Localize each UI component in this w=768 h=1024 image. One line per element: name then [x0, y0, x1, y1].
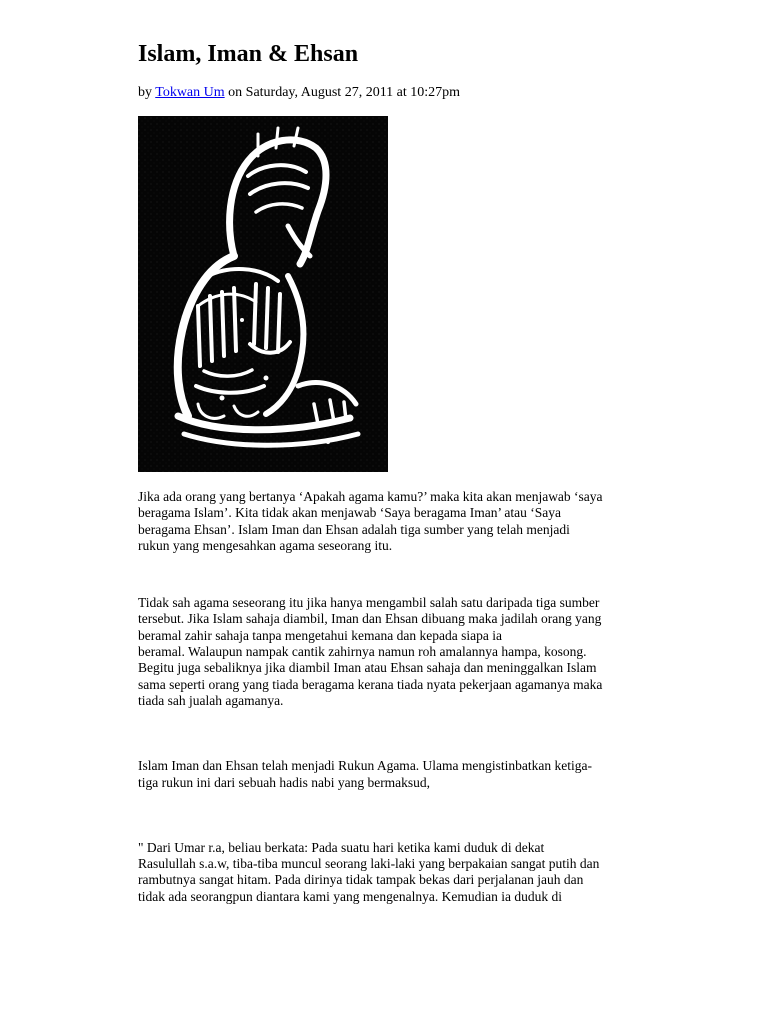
paragraph-2 [138, 595, 638, 709]
article [138, 40, 638, 905]
paragraph-line: " Dari Umar r.a, beliau berkata: Pada suatu hari ketika kami duduk di dekat [138, 839, 545, 855]
paragraph-line: Islam Iman dan Ehsan telah menjadi Rukun Agama. Ulama mengistinbatkan ketiga- [138, 758, 593, 774]
paragraph-line: beragama Islam’. Kita tidak akan menjawab ‘Saya beragama Iman’ atau ‘Saya [138, 505, 561, 521]
paragraph-line: tersebut. Jika Islam sahaja diambil, Iman dan Ehsan dibuang maka jadilah orang yang [138, 611, 602, 627]
byline-date: on Saturday, August 27, 2011 at 10:27pm [224, 85, 461, 100]
byline-prefix: by [138, 85, 156, 100]
paragraph-3 [138, 758, 638, 791]
paragraph-4 [138, 840, 638, 905]
paragraph-line: tiga rukun ini dari sebuah hadis nabi yang bermaksud, [138, 774, 431, 790]
author-link[interactable]: Tokwan Um [155, 85, 225, 100]
paragraph-line: beramal zahir sahaja tanpa mengetahui kemana dan kepada siapa ia [138, 627, 502, 643]
calligraphy-image [138, 116, 388, 472]
paragraph-line: Begitu juga sebaliknya jika diambil Iman atau Ehsan sahaja dan meninggalkan Islam [138, 660, 597, 676]
paragraph-line: Rasulullah s.a.w, tiba-tiba muncul seorang laki-laki yang berpakaian sangat putih dan [138, 856, 600, 872]
paragraph-line: tiada sah jualah agamanya. [138, 692, 284, 708]
paragraph-line: tidak ada seorangpun diantara kami yang mengenalnya. Kemudian ia duduk di [138, 888, 562, 904]
paragraph-line: rukun yang mengesahkan agama seseorang itu. [138, 537, 393, 553]
paragraph-line: beramal. Walaupun nampak cantik zahirnya namun roh amalannya hampa, kosong. [138, 644, 587, 660]
paragraph-line: Tidak sah agama seseorang itu jika hanya mengambil salah satu daripada tiga sumber [138, 595, 600, 611]
paragraph-1 [138, 489, 638, 554]
paragraph-line: sama seperti orang yang tiada beragama kerana tiada nyata pekerjaan agamanya maka [138, 676, 603, 692]
byline [138, 84, 638, 102]
paragraph-line: rambutnya sangat hitam. Pada dirinya tidak tampak bekas dari perjalanan jauh dan [138, 872, 584, 888]
calligraphy-artwork [138, 116, 388, 472]
article-title: Islam, Iman & Ehsan [138, 41, 359, 67]
paragraph-line: Jika ada orang yang bertanya ‘Apakah agama kamu?’ maka kita akan menjawab ‘saya [138, 489, 603, 504]
paragraph-line: beragama Ehsan’. Islam Iman dan Ehsan adalah tiga sumber yang telah menjadi [138, 521, 570, 537]
